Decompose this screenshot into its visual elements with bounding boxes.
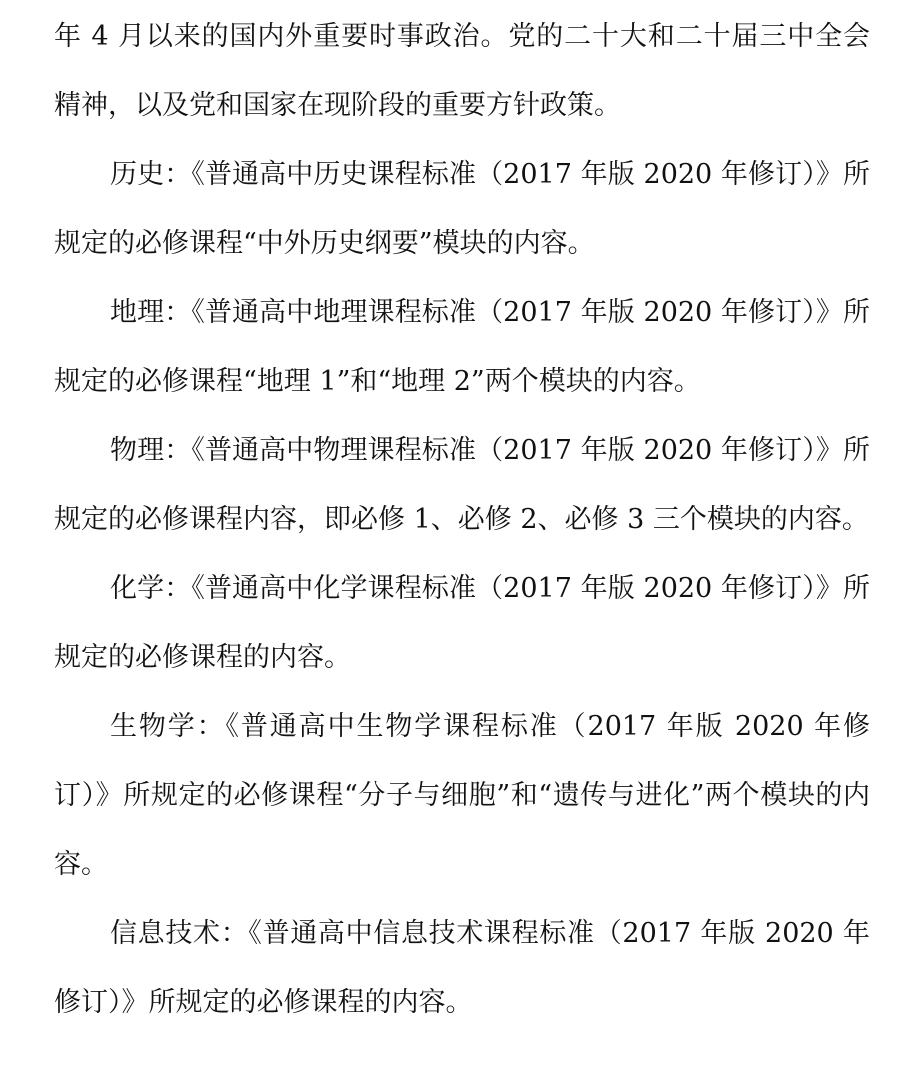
paragraph-physics: 物理：《普通高中物理课程标准（2017 年版 2020 年修订）》所规定的必修课程内容，即必修 1、必修 2、必修 3 三个模块的内容。 xyxy=(54,435,870,535)
paragraph-geography: 地理：《普通高中地理课程标准（2017 年版 2020 年修订）》所规定的必修课程“地理 1”和“地理 2”两个模块的内容。 xyxy=(54,297,870,397)
paragraph-history: 历史：《普通高中历史课程标准（2017 年版 2020 年修订）》所规定的必修课程“中外历史纲要”模块的内容。 xyxy=(54,159,870,259)
paragraph-biology: 生物学：《普通高中生物学课程标准（2017 年版 2020 年修订）》所规定的必修课程“分子与细胞”和“遗传与进化”两个模块的内容。 xyxy=(54,711,870,880)
paragraph-information-technology: 信息技术：《普通高中信息技术课程标准（2017 年版 2020 年修订）》所规定的必修课程的内容。 xyxy=(54,918,870,1018)
paragraph-intro: 年 4 月以来的国内外重要时事政治。党的二十大和二十届三中全会精神，以及党和国家在现阶段的重要方针政策。 xyxy=(54,21,870,121)
paragraph-chemistry: 化学：《普通高中化学课程标准（2017 年版 2020 年修订）》所规定的必修课程的内容。 xyxy=(54,573,870,673)
document-page xyxy=(54,0,870,1037)
